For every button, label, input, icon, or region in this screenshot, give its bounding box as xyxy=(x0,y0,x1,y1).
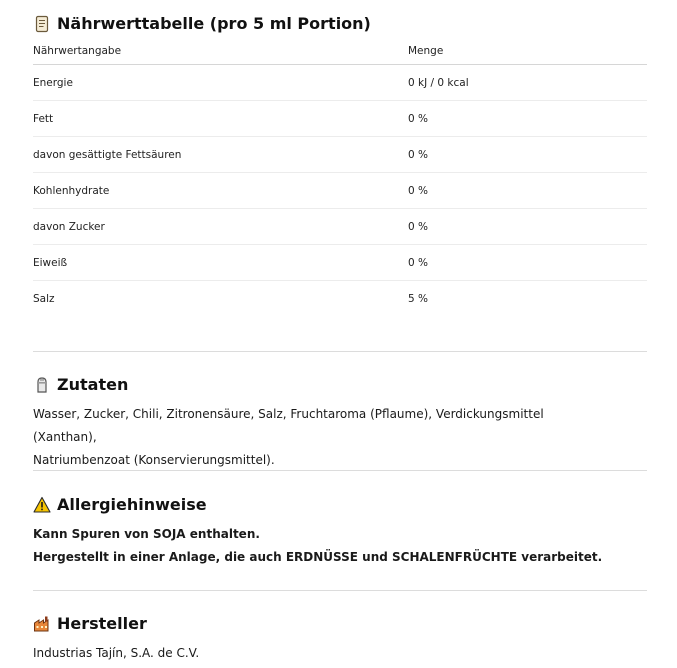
table-row xyxy=(33,209,647,245)
allergens-line-1: Kann Spuren von SOJA enthalten. xyxy=(33,527,260,541)
nutrient-label: Salz xyxy=(33,292,55,305)
table-row xyxy=(33,245,647,281)
nutrition-title: Nährwerttabelle (pro 5 ml Portion) xyxy=(57,14,371,33)
column-header-amount: Menge xyxy=(408,38,647,65)
nutrient-value: 0 % xyxy=(408,209,647,245)
nutrient-value: 0 % xyxy=(408,173,647,209)
scroll-icon xyxy=(33,15,51,33)
allergens-heading xyxy=(33,495,207,514)
salt-shaker-icon xyxy=(33,376,51,394)
nutrient-label: Kohlenhydrate xyxy=(33,173,408,209)
nutrient-value: 0 kJ / 0 kcal xyxy=(408,65,647,101)
nutrient-label: Eiweiß xyxy=(33,245,408,281)
ingredients-line-1: Wasser, Zucker, Chili, Zitronensäure, Salz, Fruchtaroma (Pflaume), Verdickungsmittel (Xanthan), xyxy=(33,407,544,444)
nutrient-value: 0 % xyxy=(408,245,647,281)
nutrition-table xyxy=(33,38,647,316)
table-header-row xyxy=(33,38,647,65)
nutrient-label: davon Zucker xyxy=(33,209,408,245)
nutrient-value: 0 % xyxy=(408,101,647,137)
ingredients-heading xyxy=(33,375,128,394)
factory-icon xyxy=(33,615,51,633)
nutrition-heading xyxy=(33,14,371,33)
table-row xyxy=(33,173,647,209)
allergens-title: Allergiehinweise xyxy=(57,495,207,514)
ingredients-title: Zutaten xyxy=(57,375,129,394)
nutrient-label: Fett xyxy=(33,101,408,137)
table-row xyxy=(33,281,647,317)
nutrient-label: Energie xyxy=(33,65,408,101)
nutrient-label: davon gesättigte Fettsäuren xyxy=(33,137,408,173)
manufacturer-name: Industrias Tajín, S.A. de C.V. xyxy=(33,646,200,660)
nutrient-value: 5 % xyxy=(408,292,428,305)
allergens-line-2: Hergestellt in einer Anlage, die auch ERDNÜSSE und SCHALENFRÜCHTE verarbeitet. xyxy=(33,550,603,564)
nutrient-value: 0 % xyxy=(408,137,647,173)
allergens-text xyxy=(33,523,633,569)
section-divider xyxy=(33,470,647,471)
warning-icon xyxy=(33,496,51,514)
ingredients-line-2: Natriumbenzoat (Konservierungsmittel). xyxy=(33,453,275,467)
table-row xyxy=(33,101,647,137)
manufacturer-heading xyxy=(33,614,147,633)
section-divider xyxy=(33,590,647,591)
section-divider xyxy=(33,351,647,352)
table-row xyxy=(33,65,647,101)
table-row xyxy=(33,137,647,173)
manufacturer-title: Hersteller xyxy=(57,614,147,633)
ingredients-text xyxy=(33,403,593,472)
column-header-nutrient: Nährwertangabe xyxy=(33,38,408,65)
